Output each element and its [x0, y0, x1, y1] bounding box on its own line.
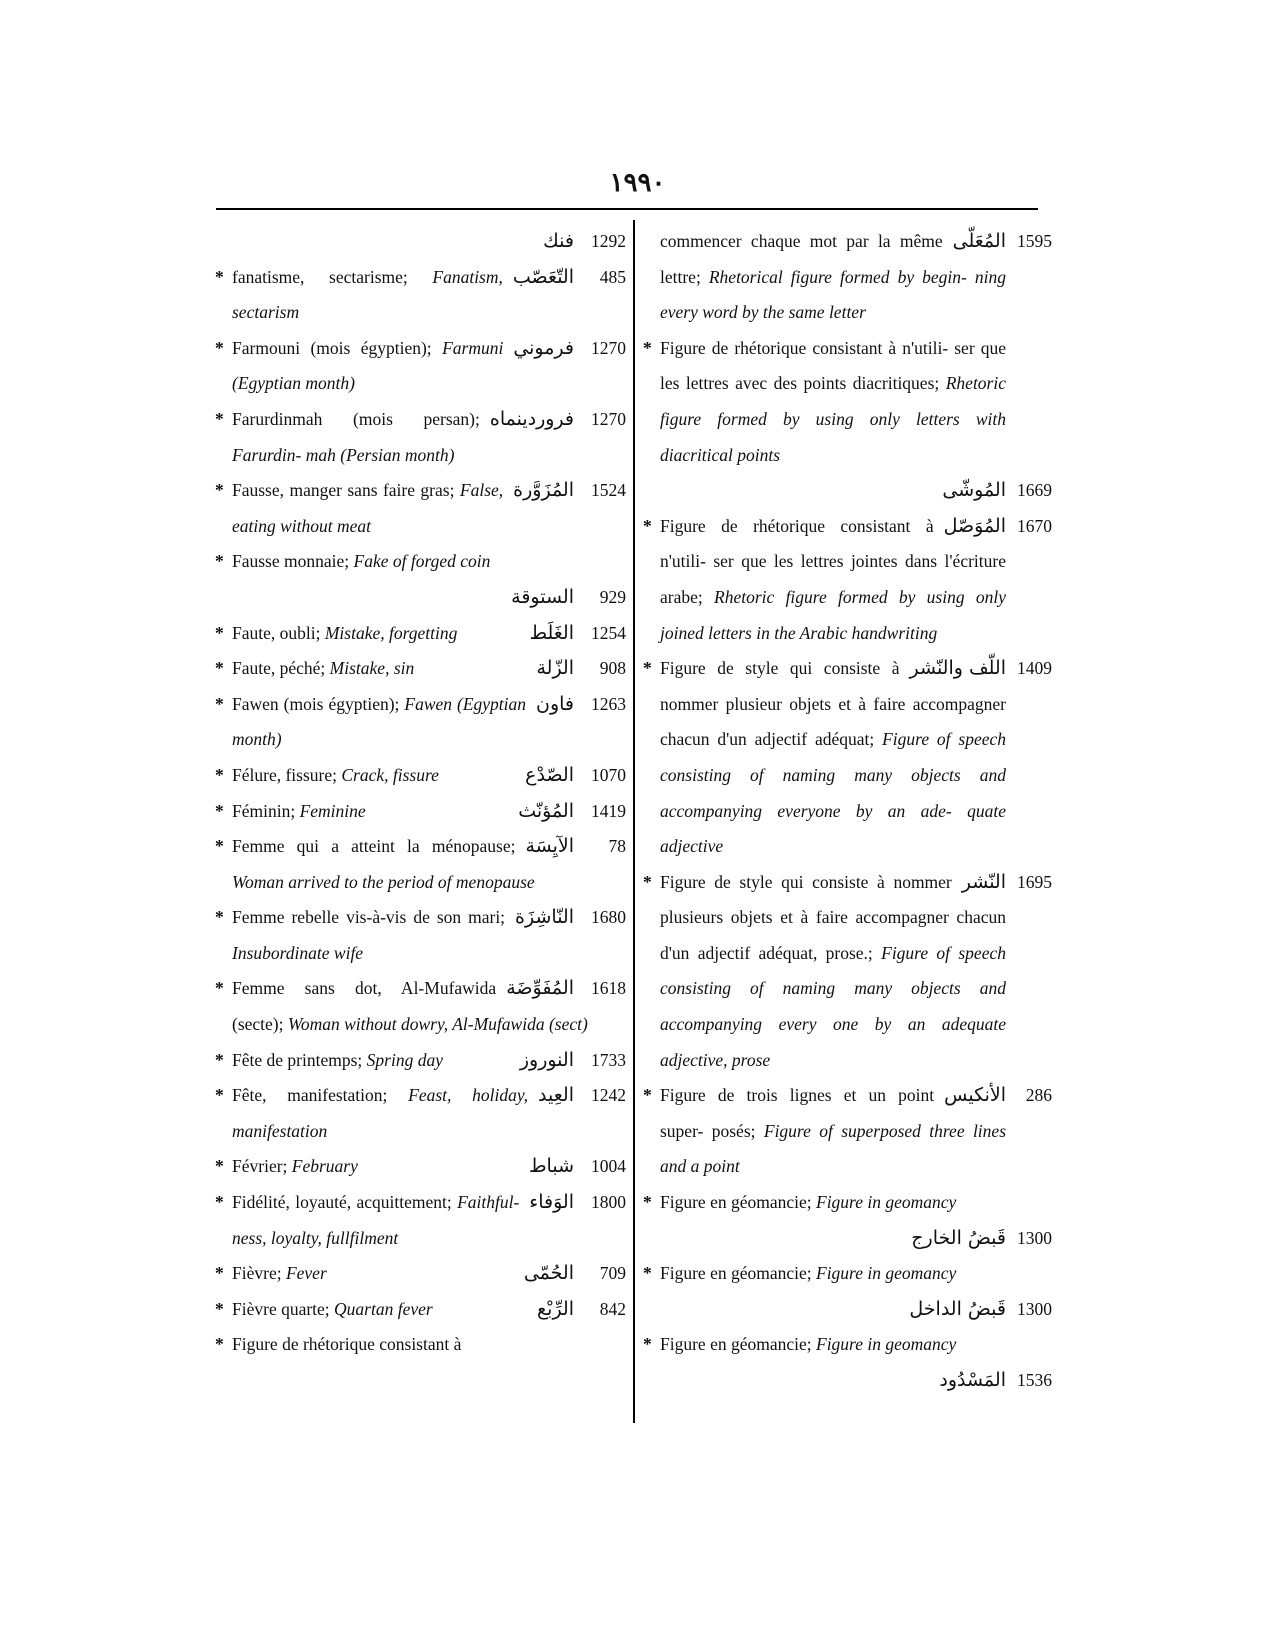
dictionary-entry	[214, 260, 626, 331]
left-column	[214, 224, 626, 1363]
arabic-term: الأنكيس	[944, 1084, 1006, 1107]
arabic-term-group	[529, 1149, 626, 1185]
entry-text	[232, 971, 626, 1042]
dictionary-entry	[214, 971, 626, 1042]
french-term: Figure de trois lignes et un point super- posés;	[660, 1085, 935, 1141]
arabic-term-group	[490, 402, 626, 438]
entry-number: 1070	[591, 764, 626, 785]
entry-number: 1263	[591, 693, 626, 714]
entry-bullet: *	[215, 337, 224, 358]
arabic-term-group	[538, 1078, 626, 1114]
english-term: Woman without dowry, Al-Mufawida (sect)	[287, 1014, 588, 1035]
french-term: Figure de style qui consiste à nommer plusieur objets et à faire accompagner chacun d'un adjectif adéquat;	[660, 658, 1006, 750]
arabic-term: اللّف والنّشر	[909, 657, 1006, 680]
dictionary-entry	[642, 1078, 1052, 1185]
french-term: Figure en géomancie;	[660, 1192, 812, 1213]
entry-number: 842	[599, 1298, 626, 1319]
arabic-term-group	[944, 1078, 1052, 1114]
dictionary-entry	[642, 865, 1052, 1079]
arabic-term-group	[525, 758, 626, 794]
english-term: Figure in geomancy	[816, 1192, 957, 1213]
english-term: Farurdin- mah (Persian month)	[232, 444, 455, 465]
entry-bullet: *	[215, 480, 224, 501]
french-term: Fièvre;	[232, 1263, 282, 1284]
entry-number: 1695	[1017, 871, 1052, 892]
entry-bullet: *	[215, 907, 224, 928]
arabic-term: النّاشِزَة	[515, 906, 574, 929]
entry-bullet: *	[215, 408, 224, 429]
entry-bullet: *	[215, 1334, 224, 1355]
french-term: Février;	[232, 1156, 288, 1177]
entry-text	[232, 758, 626, 794]
english-term: Figure of superposed three lines and a point	[660, 1120, 1007, 1177]
entry-text	[232, 1043, 626, 1079]
entry-number: 1595	[1017, 231, 1052, 251]
arabic-term-group	[518, 794, 626, 830]
english-term: Mistake, forgetting	[324, 622, 458, 643]
entry-number: 929	[599, 586, 626, 607]
arabic-term: العِيد	[538, 1084, 574, 1107]
french-term: Figure de style qui consiste à nommer plusieurs objets et à faire accompagner chacun d'un adjectif adéquat, prose.;	[660, 871, 1006, 963]
french-term: Féminin;	[232, 800, 296, 821]
english-term: February	[291, 1156, 358, 1177]
arabic-term-line	[660, 1363, 1052, 1399]
entry-bullet: *	[643, 1192, 652, 1213]
entry-text	[232, 1149, 626, 1185]
dictionary-entry	[214, 1292, 626, 1328]
french-term: Figure de rhétorique consistant à n'utili- ser que les lettres avec des points diacritiques;	[660, 337, 1006, 394]
right-column	[642, 224, 1052, 1399]
french-term: Farurdinmah (mois persan);	[232, 408, 480, 429]
entry-bullet: *	[215, 658, 224, 679]
arabic-term: المُوَصّل	[943, 514, 1006, 537]
arabic-term: المُوشّى	[942, 479, 1006, 502]
english-term: Fawen (Egyptian month)	[232, 693, 527, 750]
english-term: Fake of forged coin	[353, 551, 491, 572]
arabic-term-line	[232, 224, 626, 260]
entry-bullet: *	[643, 1085, 652, 1106]
arabic-term: الستوقة	[511, 585, 574, 608]
arabic-term-group	[529, 616, 626, 652]
entry-text	[232, 900, 626, 971]
entry-number: 286	[1025, 1085, 1052, 1106]
english-term: Fever	[285, 1263, 327, 1284]
dictionary-entry	[214, 1078, 626, 1149]
dictionary-entry	[214, 1149, 626, 1185]
entry-number: 1669	[1017, 480, 1052, 501]
arabic-term: فروردينماه	[489, 407, 574, 430]
french-term: Fête, manifestation;	[232, 1085, 388, 1106]
arabic-term-group	[536, 651, 626, 687]
entry-number: 1524	[591, 480, 626, 501]
entry-number: 1618	[591, 978, 626, 999]
french-term: Figure en géomancie;	[660, 1263, 812, 1284]
arabic-term-group	[529, 1185, 626, 1221]
dictionary-entry	[214, 651, 626, 687]
arabic-term-line	[660, 1221, 1052, 1257]
dictionary-entry	[214, 829, 626, 900]
french-term: fanatisme, sectarisme;	[232, 266, 408, 287]
dictionary-entry	[214, 544, 626, 615]
entry-text	[660, 1078, 1052, 1185]
arabic-term: الصّدْع	[525, 763, 574, 786]
arabic-term-group	[515, 900, 626, 936]
dictionary-entry	[214, 794, 626, 830]
english-term: Figure of speech consisting of naming many objects and accompanying everyone by an ade- quate adjective	[660, 729, 1007, 857]
arabic-term: الحُمّى	[523, 1262, 574, 1285]
arabic-term-line	[660, 473, 1052, 509]
arabic-term: التّعَصّب	[512, 265, 574, 288]
arabic-term: المَسْدُود	[939, 1369, 1006, 1391]
entry-text	[232, 1078, 626, 1149]
arabic-term-group	[506, 971, 626, 1007]
french-term: Félure, fissure;	[232, 764, 337, 785]
english-term: False, eating without meat	[232, 480, 504, 536]
entry-text	[232, 260, 626, 331]
entry-text	[232, 651, 626, 687]
dictionary-entry	[214, 1327, 626, 1363]
french-term: Farmouni (mois égyptien);	[232, 337, 432, 358]
french-term: Fausse, manger sans faire gras;	[232, 480, 455, 501]
entry-number: 1419	[591, 800, 626, 821]
column-divider	[633, 220, 635, 1423]
entry-text	[232, 794, 626, 830]
entry-number: 1733	[591, 1049, 626, 1070]
dictionary-entry	[214, 402, 626, 473]
dictionary-entry	[214, 473, 626, 544]
french-term: Fausse monnaie;	[232, 551, 350, 572]
dictionary-entry	[642, 331, 1052, 509]
entry-text	[660, 651, 1052, 865]
english-term: Crack, fissure	[341, 764, 439, 785]
entry-number: 1270	[591, 408, 626, 429]
entry-number: 1800	[591, 1192, 626, 1213]
arabic-term-line	[660, 1292, 1052, 1328]
entry-text	[660, 1185, 1006, 1221]
arabic-term-group	[524, 1256, 626, 1292]
entry-number: 1300	[1017, 1298, 1052, 1319]
entry-number: 1242	[591, 1085, 626, 1106]
arabic-term-group	[537, 1292, 626, 1328]
entry-text	[232, 1327, 626, 1363]
entry-text	[232, 1292, 626, 1328]
entry-number: 1004	[591, 1156, 626, 1177]
entry-text	[232, 1256, 626, 1292]
english-term: Spring day	[366, 1049, 443, 1070]
french-term: Fidélité, loyauté, acquittement;	[232, 1192, 452, 1213]
arabic-term-line	[232, 580, 626, 616]
entry-text	[232, 616, 626, 652]
entry-text	[232, 687, 626, 758]
dictionary-entry	[642, 1327, 1052, 1398]
entry-text	[232, 544, 626, 580]
arabic-term: النوروز	[519, 1048, 574, 1071]
english-term: Feast, holiday, manifestation	[232, 1085, 529, 1141]
arabic-term: المُعَلّى	[952, 230, 1006, 252]
arabic-term: قَبضُ الداخل	[909, 1297, 1006, 1320]
entry-number: 1680	[591, 907, 626, 928]
arabic-term: المُفَوِّضَة	[506, 977, 574, 1000]
entry-bullet: *	[215, 978, 224, 999]
english-term: Feminine	[299, 800, 366, 821]
entry-number: 709	[599, 1263, 626, 1284]
arabic-term-group	[910, 651, 1052, 687]
dictionary-entry	[642, 509, 1052, 651]
entry-bullet: *	[643, 658, 652, 679]
header-rule	[216, 208, 1038, 210]
entry-text	[660, 509, 1052, 651]
entry-bullet: *	[643, 515, 652, 536]
dictionary-entry	[214, 224, 626, 260]
arabic-term: الوَفاء	[529, 1191, 574, 1214]
dictionary-entry	[642, 651, 1052, 865]
entry-text	[660, 224, 1052, 331]
entry-number: 1409	[1017, 658, 1052, 679]
english-term: Farmuni (Egyptian month)	[232, 337, 504, 394]
arabic-term: المُزَوَّرة	[513, 479, 574, 502]
french-term: Faute, oubli;	[232, 622, 321, 643]
entry-bullet: *	[215, 266, 224, 287]
entry-bullet: *	[215, 1263, 224, 1284]
entry-number: 1292	[591, 231, 626, 251]
arabic-term: فاون	[536, 692, 574, 715]
dictionary-entry	[214, 1185, 626, 1256]
entry-text	[232, 331, 626, 402]
entry-text	[660, 1256, 1006, 1292]
entry-text	[232, 1185, 626, 1256]
english-term: Rhetoric figure formed by using only joined letters in the Arabic handwriting	[660, 586, 1006, 643]
entry-bullet: *	[643, 1334, 652, 1355]
arabic-term: الآيِسَة	[525, 835, 574, 858]
entry-number: 1270	[591, 337, 626, 358]
entry-text	[660, 1327, 1006, 1363]
french-term: Fièvre quarte;	[232, 1298, 330, 1319]
french-term: Femme rebelle vis-à-vis de son mari;	[232, 907, 506, 928]
dictionary-entry	[214, 616, 626, 652]
french-term: Fawen (mois égyptien);	[232, 693, 400, 714]
arabic-term: النّشر	[961, 870, 1006, 893]
english-term: Woman arrived to the period of menopause	[232, 871, 535, 892]
entry-number: 908	[599, 658, 626, 679]
english-term: Fanatism, sectarism	[232, 266, 503, 323]
entry-bullet: *	[215, 1192, 224, 1213]
dictionary-entry	[642, 1256, 1052, 1327]
arabic-term-group	[520, 1043, 626, 1079]
french-term: commencer chaque mot par la même lettre;	[660, 231, 943, 287]
entry-bullet: *	[215, 1156, 224, 1177]
dictionary-entry	[214, 687, 626, 758]
entry-bullet: *	[215, 551, 224, 572]
dictionary-entry	[214, 900, 626, 971]
entry-text	[660, 331, 1006, 473]
arabic-term: قَبضُ الخارج	[911, 1226, 1006, 1249]
page-number: ١٩٩٠	[609, 168, 666, 197]
english-term: Rhetorical figure formed by begin- ning every word by the same letter	[660, 266, 1007, 323]
french-term: Figure de rhétorique consistant à n'utili- ser que les lettres jointes dans l'écriture arabe;	[660, 515, 1006, 607]
entry-text	[232, 473, 626, 544]
dictionary-entry	[214, 331, 626, 402]
entry-number: 485	[599, 266, 626, 287]
french-term: Fête de printemps;	[232, 1049, 363, 1070]
arabic-term: فرموني	[513, 336, 574, 359]
entry-bullet: *	[643, 871, 652, 892]
arabic-term-group	[513, 331, 626, 367]
arabic-term-group	[536, 687, 626, 723]
arabic-term: فنك	[543, 230, 574, 252]
entry-number: 1254	[591, 622, 626, 643]
entry-bullet: *	[215, 764, 224, 785]
arabic-term: المُؤنّث	[518, 799, 574, 822]
entry-bullet: *	[215, 1298, 224, 1319]
english-term: Rhetoric figure formed by using only letters with diacritical points	[660, 373, 1006, 465]
entry-bullet: *	[215, 693, 224, 714]
entry-bullet: *	[215, 836, 224, 857]
arabic-term-group	[513, 260, 626, 296]
arabic-term: الرِّبْع	[537, 1297, 574, 1320]
entry-number: 1670	[1017, 515, 1052, 536]
french-term: Faute, péché;	[232, 658, 326, 679]
arabic-term: الغَلَط	[529, 621, 574, 644]
arabic-term-group	[525, 829, 626, 865]
entry-text	[232, 402, 626, 473]
entry-number: 1300	[1017, 1227, 1052, 1248]
english-term: Mistake, sin	[329, 658, 415, 679]
dictionary-entry	[214, 1043, 626, 1079]
entry-bullet: *	[215, 800, 224, 821]
entry-bullet: *	[643, 1263, 652, 1284]
english-term: Quartan fever	[334, 1298, 433, 1319]
entry-text	[660, 865, 1052, 1079]
french-term: Figure de rhétorique consistant à	[232, 1334, 462, 1355]
entry-number: 78	[608, 836, 626, 857]
arabic-term-group	[513, 473, 626, 509]
entry-bullet: *	[215, 1085, 224, 1106]
english-term: Figure in geomancy	[816, 1334, 957, 1355]
english-term: Figure in geomancy	[816, 1263, 957, 1284]
arabic-term: شباط	[528, 1155, 574, 1178]
french-term: Femme sans dot, Al-Mufawida (secte);	[232, 978, 497, 1035]
french-term: Figure en géomancie;	[660, 1334, 812, 1355]
dictionary-entry	[642, 1185, 1052, 1256]
entry-text	[232, 829, 626, 900]
french-term: Femme qui a atteint la ménopause;	[232, 836, 516, 857]
arabic-term: الزّلة	[536, 657, 574, 680]
entry-number: 1536	[1017, 1370, 1052, 1390]
arabic-term-group	[962, 865, 1052, 901]
dictionary-entry	[642, 224, 1052, 331]
english-term: Faithful- ness, loyalty, fullfilment	[232, 1192, 520, 1248]
arabic-term-group	[953, 224, 1052, 260]
english-term: Figure of speech consisting of naming many objects and accompanying every one by an adequate adjective, prose	[660, 942, 1006, 1070]
entry-bullet: *	[215, 622, 224, 643]
dictionary-entry	[214, 758, 626, 794]
english-term: Insubordinate wife	[232, 942, 364, 963]
dictionary-entry	[214, 1256, 626, 1292]
entry-bullet: *	[643, 337, 652, 358]
arabic-term-group	[944, 509, 1052, 545]
entry-bullet: *	[215, 1049, 224, 1070]
